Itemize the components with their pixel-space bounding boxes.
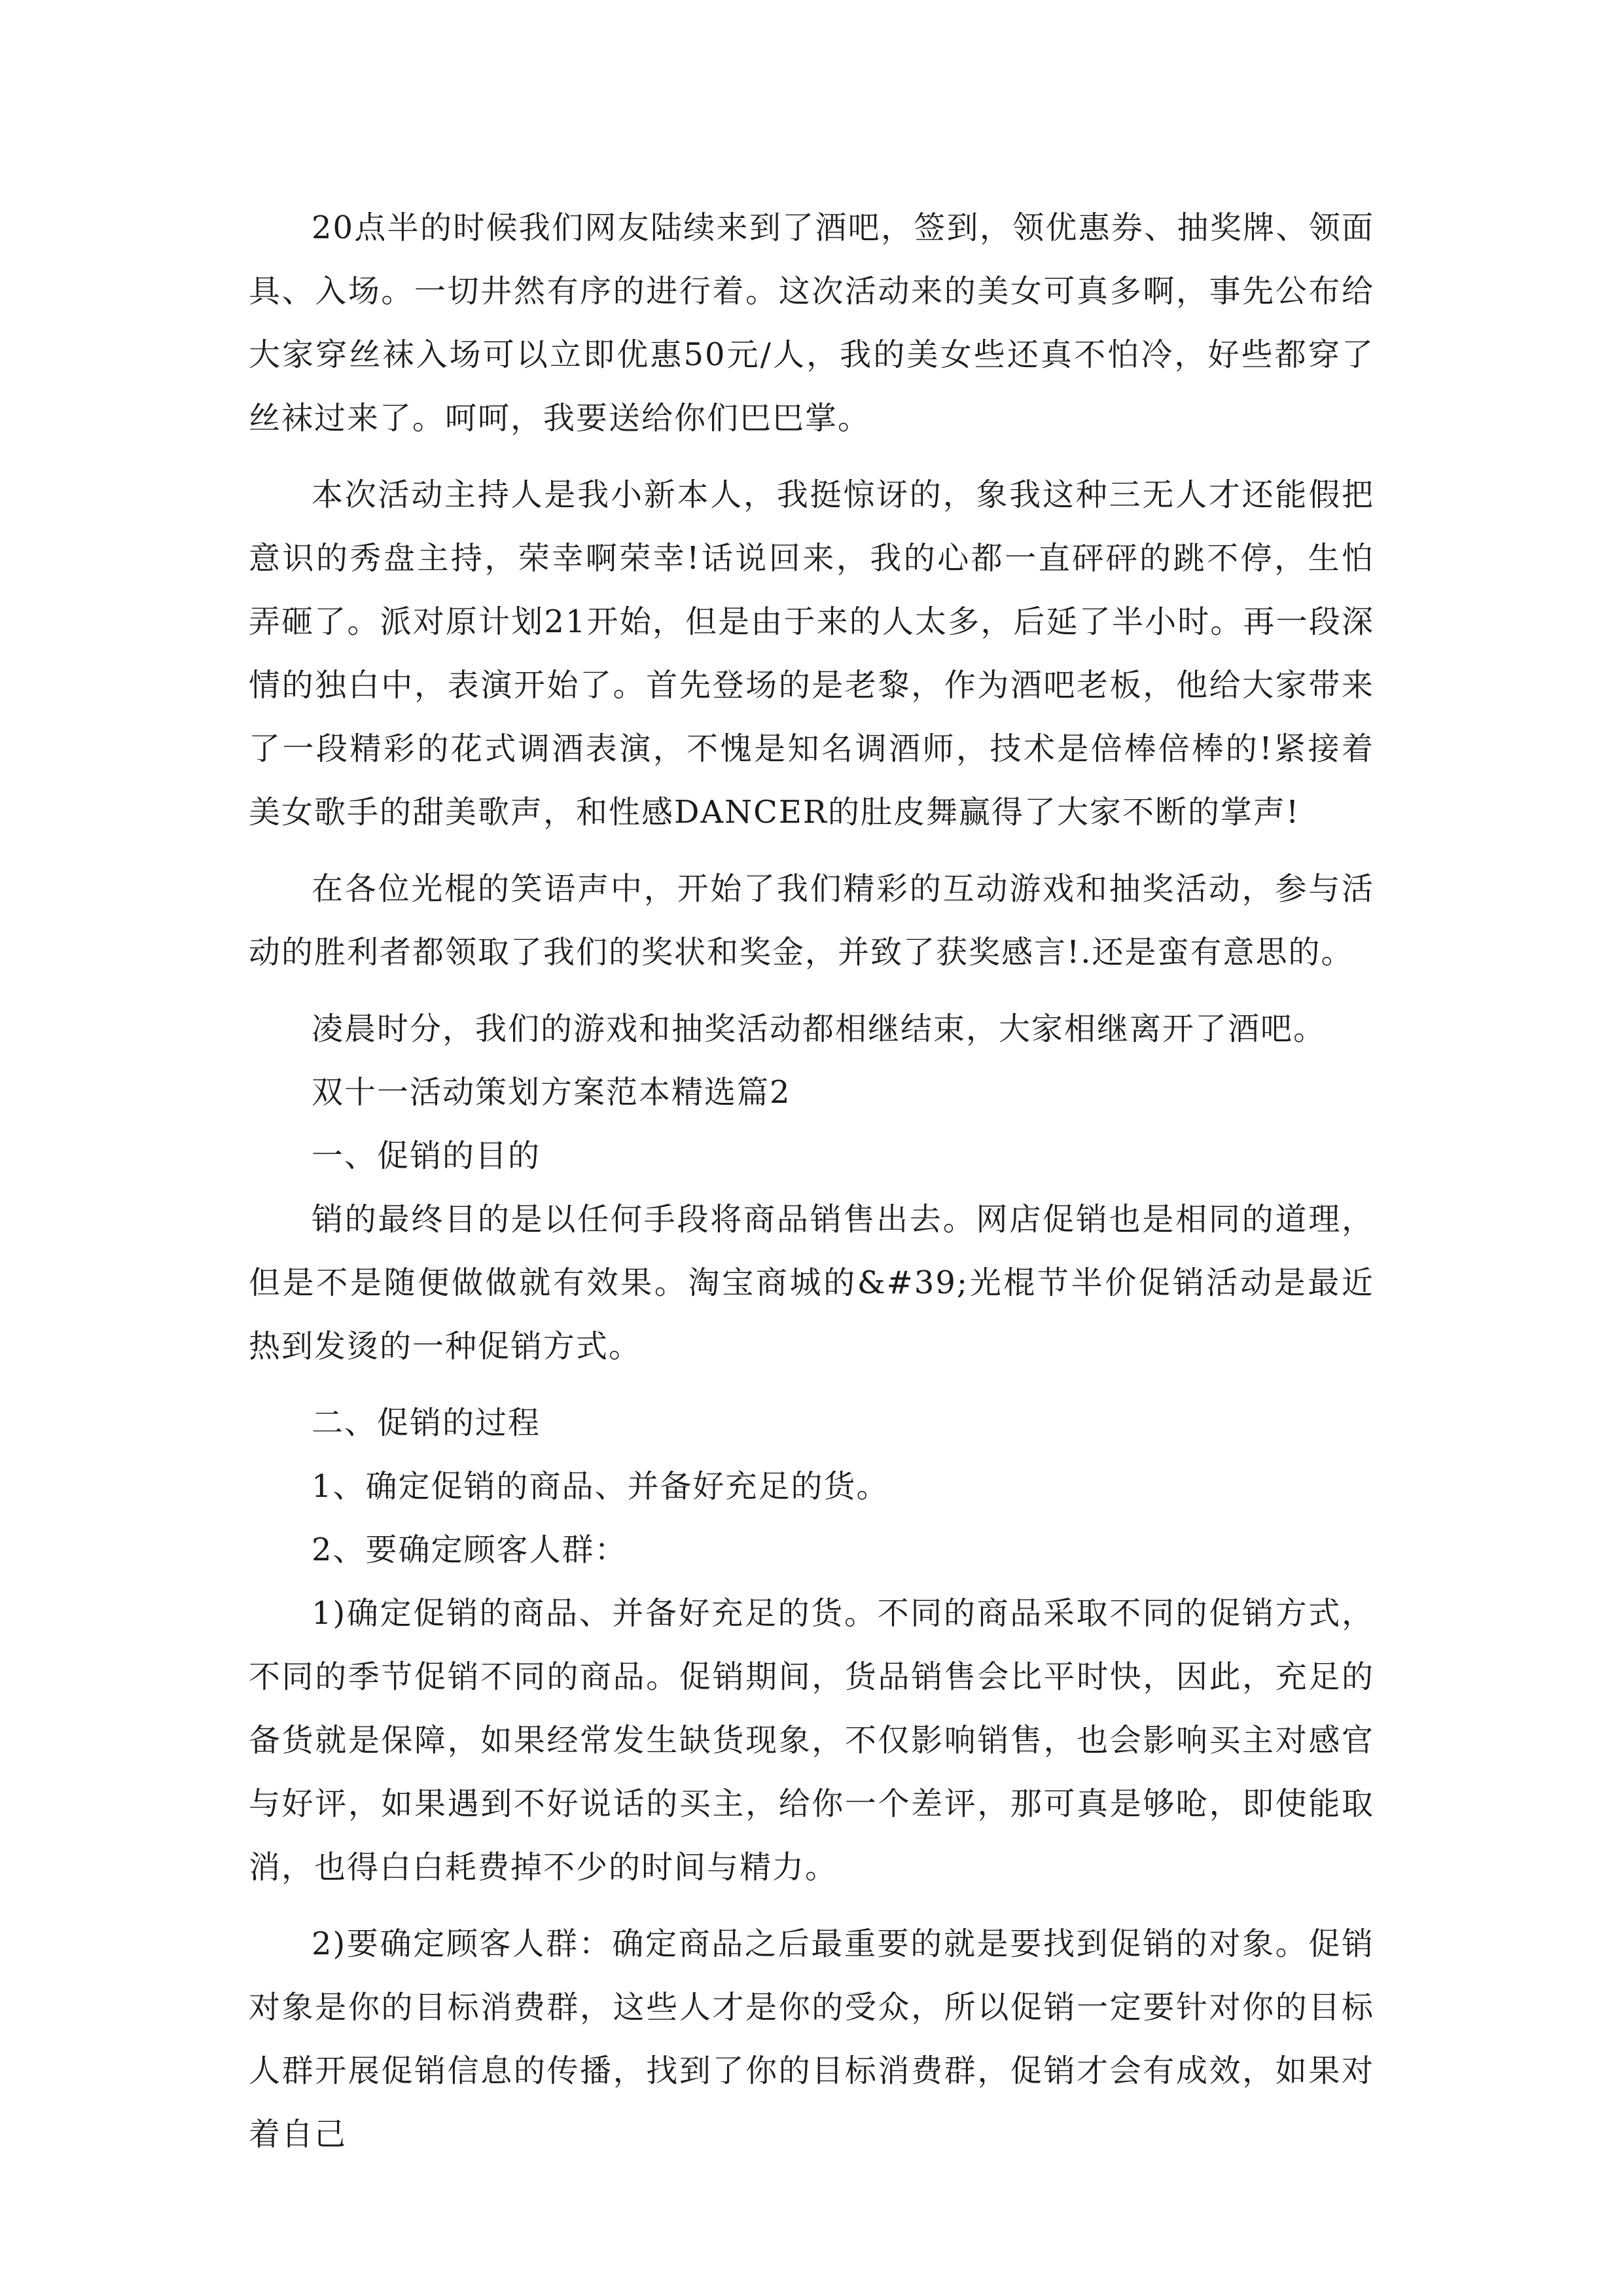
paragraph-detail-2: 2)要确定顾客人群：确定商品之后最重要的就是要找到促销的对象。促销对象是你的目标消费群，这些人才是你的受众，所以促销一定要针对你的目标人群开展促销信息的传播，找到了你的目标消费群，促销才会有成效，如果对着自己	[249, 1926, 1374, 2153]
paragraph-2: 本次活动主持人是我小新本人，我挺惊讶的，象我这种三无人才还能假把意识的秀盘主持，荣幸啊荣幸!话说回来，我的心都一直砰砰的跳不停，生怕弄砸了。派对原计划21开始，但是由于来的人太多，后延了半小时。再一段深情的独白中，表演开始了。首先登场的是老黎，作为酒吧老板，他给大家带来了一段精彩的花式调酒表演，不愧是知名调酒师，技术是倍棒倍棒的!紧接着美女歌手的甜美歌声，和性感DANCER的肚皮舞赢得了大家不断的掌声!	[249, 476, 1374, 831]
document-body	[249, 196, 1374, 2179]
paragraph-1: 20点半的时候我们网友陆续来到了酒吧，签到，领优惠券、抽奖牌、领面具、入场。一切井然有序的进行着。这次活动来的美女可真多啊，事先公布给大家穿丝袜入场可以立即优惠50元/人，我的美女些还真不怕冷，好些都穿了丝袜过来了。呵呵，我要送给你们巴巴掌。	[249, 209, 1374, 437]
paragraph-4: 凌晨时分，我们的游戏和抽奖活动都相继结束，大家相继离开了酒吧。	[312, 1011, 1327, 1047]
heading-promotion-process: 二、促销的过程	[312, 1405, 541, 1441]
paragraph-detail-1: 1)确定促销的商品、并备好充足的货。不同的商品采取不同的促销方式，不同的季节促销不同的商品。促销期间，货品销售会比平时快，因此，充足的备货就是保障，如果经常发生缺货现象，不仅影响销售，也会影响买主对感官与好评，如果遇到不好说话的买主，给你一个差评，那可真是够呛，即使能取消，也得白白耗费掉不少的时间与精力。	[249, 1595, 1374, 1886]
section-heading-2: 双十一活动策划方案范本精选篇2	[312, 1074, 791, 1111]
heading-promotion-purpose: 一、促销的目的	[312, 1138, 541, 1174]
paragraph-promotion-purpose: 销的最终目的是以任何手段将商品销售出去。网店促销也是相同的道理，但是不是随便做做就有效果。淘宝商城的&#39;光棍节半价促销活动是最近热到发烫的一种促销方式。	[249, 1201, 1374, 1365]
paragraph-3: 在各位光棍的笑语声中，开始了我们精彩的互动游戏和抽奖活动，参与活动的胜利者都领取了我们的奖状和奖金，并致了获奖感言!.还是蛮有意思的。	[249, 870, 1374, 971]
list-item-2: 2、要确定顾客人群：	[312, 1532, 628, 1568]
list-item-1: 1、确定促销的商品、并备好充足的货。	[312, 1468, 889, 1505]
